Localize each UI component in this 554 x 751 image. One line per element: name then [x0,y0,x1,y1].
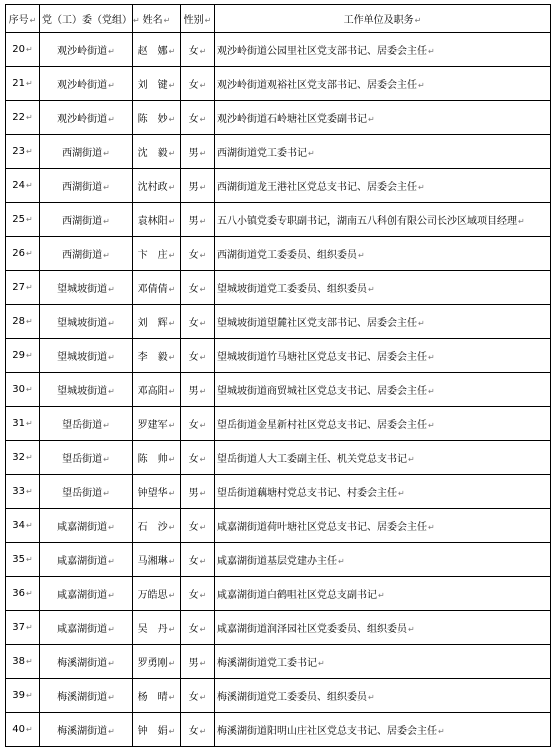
cell-gender: 女↵ [181,441,215,475]
cell-party-committee: 西湖街道↵ [40,169,133,203]
cell-serial-number: 22↵ [6,101,40,135]
cell-work-unit-duty: 望岳街道金星新村社区党总支书记、居委会主任↵ [215,407,551,441]
header-gender: 性别↵ [181,5,215,33]
cell-name: 陈 妙↵ [133,101,181,135]
cell-name: 杨 晴↵ [133,679,181,713]
cell-gender: 女↵ [181,577,215,611]
table-row [6,509,551,543]
cell-work-unit-duty: 观沙岭街道观裕社区党支部书记、居委会主任↵ [215,67,551,101]
cell-serial-number: 38↵ [6,645,40,679]
table-row [6,305,551,339]
cell-work-unit-duty: 观沙岭街道公园里社区党支部书记、居委会主任↵ [215,33,551,67]
cell-gender: 男↵ [181,203,215,237]
cell-gender: 女↵ [181,679,215,713]
cell-gender: 女↵ [181,305,215,339]
cell-serial-number: 20↵ [6,33,40,67]
cell-serial-number: 40↵ [6,713,40,747]
cell-name: 马湘琳↵ [133,543,181,577]
table-row [6,543,551,577]
table-row [6,577,551,611]
cell-work-unit-duty: 西湖街道党工委书记↵ [215,135,551,169]
cell-party-committee: 梅溪湖街道↵ [40,713,133,747]
cell-party-committee: 观沙岭街道↵ [40,67,133,101]
cell-gender: 男↵ [181,373,215,407]
header-work-unit-duty: 工作单位及职务↵ [215,5,551,33]
cell-gender: 女↵ [181,33,215,67]
cell-gender: 女↵ [181,543,215,577]
cell-gender: 男↵ [181,645,215,679]
cell-serial-number: 35↵ [6,543,40,577]
cell-name: 袁林阳↵ [133,203,181,237]
cell-name: 刘 辉↵ [133,305,181,339]
cell-name: 陈 帅↵ [133,441,181,475]
cell-party-committee: 望岳街道↵ [40,441,133,475]
cell-work-unit-duty: 望城坡街道党工委委员、组织委员↵ [215,271,551,305]
table-row [6,475,551,509]
cell-gender: 女↵ [181,713,215,747]
cell-work-unit-duty: 望岳街道人大工委副主任、机关党总支书记↵ [215,441,551,475]
cell-serial-number: 28↵ [6,305,40,339]
table-row [6,373,551,407]
cell-serial-number: 31↵ [6,407,40,441]
table-row [6,645,551,679]
cell-party-committee: 西湖街道↵ [40,135,133,169]
cell-party-committee: 望岳街道↵ [40,475,133,509]
cell-name: 李 毅↵ [133,339,181,373]
member-table [5,4,551,747]
cell-serial-number: 23↵ [6,135,40,169]
cell-party-committee: 望城坡街道↵ [40,373,133,407]
cell-name: 刘 键↵ [133,67,181,101]
cell-party-committee: 咸嘉湖街道↵ [40,611,133,645]
cell-name: 钟望华↵ [133,475,181,509]
cell-work-unit-duty: 梅溪湖街道党工委委员、组织委员↵ [215,679,551,713]
cell-gender: 女↵ [181,67,215,101]
cell-work-unit-duty: 望城坡街道望麓社区党支部书记、居委会主任↵ [215,305,551,339]
cell-name: 邓倩倩↵ [133,271,181,305]
cell-work-unit-duty: 五八小镇党委专职副书记，湖南五八科创有限公司长沙区域项目经理↵ [215,203,551,237]
table-body [6,33,551,747]
cell-gender: 男↵ [181,169,215,203]
cell-gender: 女↵ [181,509,215,543]
cell-serial-number: 29↵ [6,339,40,373]
cell-serial-number: 39↵ [6,679,40,713]
cell-serial-number: 37↵ [6,611,40,645]
cell-serial-number: 27↵ [6,271,40,305]
cell-gender: 男↵ [181,475,215,509]
cell-name: 罗建军↵ [133,407,181,441]
cell-gender: 女↵ [181,407,215,441]
cell-serial-number: 24↵ [6,169,40,203]
cell-serial-number: 33↵ [6,475,40,509]
cell-party-committee: 咸嘉湖街道↵ [40,509,133,543]
cell-work-unit-duty: 西湖街道党工委委员、组织委员↵ [215,237,551,271]
cell-gender: 女↵ [181,101,215,135]
cell-name: 赵 娜↵ [133,33,181,67]
cell-work-unit-duty: 咸嘉湖街道荷叶塘社区党总支书记、居委会主任↵ [215,509,551,543]
cell-work-unit-duty: 望城坡街道竹马塘社区党总支书记、居委会主任↵ [215,339,551,373]
cell-work-unit-duty: 梅溪湖街道阳明山庄社区党总支书记、居委会主任↵ [215,713,551,747]
cell-name: 罗勇刚↵ [133,645,181,679]
table-row [6,271,551,305]
cell-name: 吴 丹↵ [133,611,181,645]
header-serial-number: 序号↵ [6,5,40,33]
header-party-committee: 党（工）委（党组）↵ [40,5,133,33]
table-row [6,203,551,237]
table-row [6,407,551,441]
cell-serial-number: 34↵ [6,509,40,543]
table-row [6,713,551,747]
cell-work-unit-duty: 咸嘉湖街道润泽园社区党委委员、组织委员↵ [215,611,551,645]
cell-gender: 女↵ [181,339,215,373]
cell-gender: 女↵ [181,237,215,271]
cell-party-committee: 望城坡街道↵ [40,271,133,305]
cell-gender: 女↵ [181,271,215,305]
table-row [6,33,551,67]
cell-serial-number: 25↵ [6,203,40,237]
cell-serial-number: 26↵ [6,237,40,271]
cell-name: 石 沙↵ [133,509,181,543]
cell-party-committee: 梅溪湖街道↵ [40,645,133,679]
table-header-row [6,5,551,33]
cell-name: 钟 娟↵ [133,713,181,747]
cell-party-committee: 西湖街道↵ [40,203,133,237]
cell-party-committee: 望岳街道↵ [40,407,133,441]
table-row [6,339,551,373]
cell-work-unit-duty: 望城坡街道商贸城社区党总支书记、居委会主任↵ [215,373,551,407]
cell-work-unit-duty: 咸嘉湖街道基层党建办主任↵ [215,543,551,577]
cell-work-unit-duty: 梅溪湖街道党工委书记↵ [215,645,551,679]
cell-party-committee: 咸嘉湖街道↵ [40,543,133,577]
cell-work-unit-duty: 西湖街道龙王港社区党总支书记、居委会主任↵ [215,169,551,203]
cell-name: 邓高阳↵ [133,373,181,407]
header-name: 姓名↵ [133,5,181,33]
cell-work-unit-duty: 望岳街道藕塘村党总支书记、村委会主任↵ [215,475,551,509]
cell-serial-number: 32↵ [6,441,40,475]
table-row [6,611,551,645]
cell-party-committee: 望城坡街道↵ [40,339,133,373]
cell-party-committee: 西湖街道↵ [40,237,133,271]
cell-name: 卞 庄↵ [133,237,181,271]
cell-work-unit-duty: 观沙岭街道石岭塘社区党委副书记↵ [215,101,551,135]
cell-name: 沈村政↵ [133,169,181,203]
cell-name: 万皓思↵ [133,577,181,611]
cell-gender: 女↵ [181,611,215,645]
table-row [6,67,551,101]
table-row [6,679,551,713]
cell-party-committee: 观沙岭街道↵ [40,101,133,135]
cell-party-committee: 望城坡街道↵ [40,305,133,339]
cell-serial-number: 21↵ [6,67,40,101]
table-row [6,237,551,271]
cell-party-committee: 咸嘉湖街道↵ [40,577,133,611]
cell-name: 沈 毅↵ [133,135,181,169]
cell-serial-number: 36↵ [6,577,40,611]
cell-party-committee: 梅溪湖街道↵ [40,679,133,713]
cell-serial-number: 30↵ [6,373,40,407]
table-row [6,101,551,135]
table-row [6,135,551,169]
cell-work-unit-duty: 咸嘉湖街道白鹤咀社区党总支副书记↵ [215,577,551,611]
cell-party-committee: 观沙岭街道↵ [40,33,133,67]
cell-gender: 男↵ [181,135,215,169]
table-row [6,441,551,475]
table-row [6,169,551,203]
